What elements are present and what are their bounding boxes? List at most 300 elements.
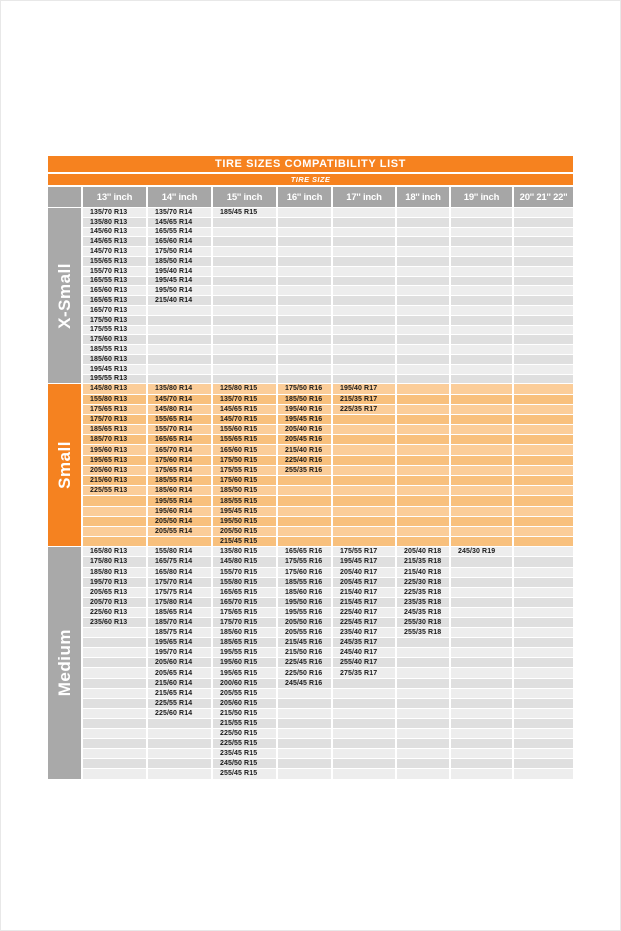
tire-size-cell (213, 326, 276, 335)
tire-size-cell: 185/60 R13 (83, 355, 146, 364)
tire-size-cell (148, 769, 211, 778)
tire-size-cell: 205/60 R14 (148, 658, 211, 667)
tire-size-cell (397, 466, 449, 475)
tire-size-cell (451, 395, 512, 404)
tire-size-cell: 205/45 R17 (333, 578, 395, 587)
tire-size-cell: 215/40 R18 (397, 568, 449, 577)
tire-size-cell (514, 257, 573, 266)
tire-size-cell (397, 456, 449, 465)
tire-size-cell: 175/60 R16 (278, 568, 331, 577)
tire-size-cell (213, 375, 276, 384)
tire-size-cell (514, 739, 573, 748)
tire-size-cell: 205/40 R16 (278, 425, 331, 434)
tire-size-cell (397, 415, 449, 424)
tire-size-cell: 195/40 R16 (278, 405, 331, 414)
tire-size-cell (451, 326, 512, 335)
tire-size-cell (451, 476, 512, 485)
tire-size-cell (514, 375, 573, 384)
tire-size-cell: 245/30 R19 (451, 547, 512, 556)
tire-size-cell (278, 335, 331, 344)
tire-size-cell (148, 326, 211, 335)
tire-size-cell (514, 527, 573, 536)
tire-size-cell: 145/65 R13 (83, 237, 146, 246)
tire-size-cell (397, 395, 449, 404)
tire-size-cell: 215/40 R14 (148, 296, 211, 305)
tire-size-cell (451, 648, 512, 657)
tire-size-cell: 185/65 R14 (148, 608, 211, 617)
tire-size-cell (451, 658, 512, 667)
tire-size-cell: 225/55 R15 (213, 739, 276, 748)
tire-size-cell (213, 257, 276, 266)
tire-size-cell: 195/60 R15 (213, 658, 276, 667)
tire-size-cell (397, 658, 449, 667)
tire-size-cell (514, 749, 573, 758)
tire-size-cell (451, 445, 512, 454)
tire-size-cell: 155/60 R15 (213, 425, 276, 434)
tire-size-cell: 175/55 R15 (213, 466, 276, 475)
tire-size-cell (451, 719, 512, 728)
tire-size-cell (333, 719, 395, 728)
tire-size-cell: 195/65 R14 (148, 638, 211, 647)
tire-size-cell (148, 759, 211, 768)
tire-size-cell (514, 326, 573, 335)
tire-size-cell (83, 648, 146, 657)
tire-size-cell (278, 365, 331, 374)
section-x-small (48, 208, 573, 383)
tire-size-cell: 185/50 R16 (278, 395, 331, 404)
tire-size-cell: 225/50 R16 (278, 668, 331, 677)
tire-size-cell (83, 527, 146, 536)
tire-size-cell: 155/70 R15 (213, 568, 276, 577)
tire-size-cell (397, 218, 449, 227)
tire-size-cell: 215/40 R16 (278, 445, 331, 454)
tire-size-cell: 165/60 R15 (213, 445, 276, 454)
tire-size-cell: 175/55 R17 (333, 547, 395, 556)
tire-size-cell (333, 267, 395, 276)
tire-size-cell (83, 628, 146, 637)
tire-size-cell (83, 668, 146, 677)
tire-size-cell: 255/40 R17 (333, 658, 395, 667)
tire-size-cell (397, 537, 449, 546)
tire-size-cell: 205/45 R16 (278, 435, 331, 444)
tire-size-cell (451, 456, 512, 465)
tire-size-cell (514, 277, 573, 286)
tire-size-cell (397, 296, 449, 305)
tire-size-cell (397, 679, 449, 688)
tire-size-cell: 165/65 R16 (278, 547, 331, 556)
tire-size-cell: 215/60 R13 (83, 476, 146, 485)
tire-size-cell (514, 405, 573, 414)
tire-size-cell (333, 218, 395, 227)
tire-size-cell: 215/65 R14 (148, 689, 211, 698)
tire-size-cell (333, 355, 395, 364)
tire-size-cell: 195/45 R13 (83, 365, 146, 374)
tire-size-cell (83, 679, 146, 688)
tire-size-cell (333, 507, 395, 516)
tire-size-cell (148, 375, 211, 384)
tire-size-cell: 195/55 R14 (148, 496, 211, 505)
corner-cell (48, 187, 81, 207)
tire-size-cell (333, 749, 395, 758)
tire-size-cell: 155/80 R13 (83, 395, 146, 404)
tire-size-cell (514, 486, 573, 495)
tire-size-cell: 245/45 R16 (278, 679, 331, 688)
tire-size-cell (333, 759, 395, 768)
tire-size-cell: 175/65 R15 (213, 608, 276, 617)
tire-size-cell (333, 375, 395, 384)
tire-size-cell (451, 257, 512, 266)
tire-size-cell: 155/65 R13 (83, 257, 146, 266)
tire-size-cell: 135/80 R14 (148, 384, 211, 393)
tire-size-cell: 195/65 R15 (213, 668, 276, 677)
tire-size-cell: 225/30 R18 (397, 578, 449, 587)
tire-size-cell: 145/80 R13 (83, 384, 146, 393)
tire-size-cell: 145/60 R13 (83, 228, 146, 237)
tire-size-cell: 205/65 R14 (148, 668, 211, 677)
tire-size-cell: 145/80 R14 (148, 405, 211, 414)
tire-size-cell (278, 739, 331, 748)
tire-size-cell (514, 296, 573, 305)
tire-size-cell (397, 316, 449, 325)
tire-compatibility-table (48, 156, 573, 779)
tire-size-cell (213, 277, 276, 286)
tire-size-cell: 225/55 R13 (83, 486, 146, 495)
tire-size-cell (397, 517, 449, 526)
tire-size-cell (451, 568, 512, 577)
tire-size-cell (333, 486, 395, 495)
tire-size-cell (278, 709, 331, 718)
tire-size-cell: 165/80 R13 (83, 547, 146, 556)
tire-size-cell (213, 335, 276, 344)
column-header-row (48, 187, 573, 207)
tire-size-cell (333, 445, 395, 454)
tire-size-cell: 185/50 R15 (213, 486, 276, 495)
tire-size-cell: 205/50 R14 (148, 517, 211, 526)
tire-size-cell (397, 486, 449, 495)
tire-size-cell (451, 335, 512, 344)
tire-size-cell (451, 306, 512, 315)
tire-size-cell: 165/65 R13 (83, 296, 146, 305)
tire-size-cell (514, 547, 573, 556)
tire-size-cell (514, 537, 573, 546)
tire-size-cell: 185/60 R15 (213, 628, 276, 637)
tire-size-cell (278, 257, 331, 266)
tire-size-cell: 205/50 R15 (213, 527, 276, 536)
tire-size-cell: 215/35 R18 (397, 557, 449, 566)
tire-size-cell: 245/40 R17 (333, 648, 395, 657)
tire-size-cell (333, 739, 395, 748)
tire-size-cell (451, 247, 512, 256)
tire-size-cell (514, 638, 573, 647)
tire-size-cell (514, 719, 573, 728)
tire-size-cell (514, 658, 573, 667)
tire-size-cell: 205/40 R17 (333, 568, 395, 577)
tire-size-cell (333, 466, 395, 475)
tire-size-cell (397, 257, 449, 266)
section-label: X-Small (48, 208, 81, 383)
tire-size-cell (397, 445, 449, 454)
tire-size-cell: 185/65 R15 (213, 638, 276, 647)
column-header: 14'' inch (148, 187, 211, 207)
tire-size-cell (83, 517, 146, 526)
tire-size-cell: 195/50 R14 (148, 286, 211, 295)
tire-size-cell (451, 345, 512, 354)
tire-size-cell: 165/55 R14 (148, 228, 211, 237)
tire-size-cell: 175/50 R16 (278, 384, 331, 393)
tire-size-cell: 255/45 R15 (213, 769, 276, 778)
tire-size-cell: 155/70 R14 (148, 425, 211, 434)
tire-size-cell: 175/65 R14 (148, 466, 211, 475)
tire-size-cell (514, 689, 573, 698)
tire-size-cell: 205/60 R15 (213, 699, 276, 708)
tire-size-cell (451, 557, 512, 566)
tire-size-cell (451, 699, 512, 708)
tire-size-cell (514, 335, 573, 344)
tire-size-cell (278, 759, 331, 768)
tire-size-cell (213, 345, 276, 354)
tire-size-cell (278, 375, 331, 384)
column-header: 13'' inch (83, 187, 146, 207)
tire-size-cell (213, 228, 276, 237)
section-small (48, 384, 573, 546)
tire-size-cell (514, 456, 573, 465)
tire-size-cell: 165/70 R14 (148, 445, 211, 454)
tire-size-cell: 225/55 R14 (148, 699, 211, 708)
tire-size-cell (514, 218, 573, 227)
tire-size-cell (397, 237, 449, 246)
tire-size-cell (514, 395, 573, 404)
tire-size-cell (213, 316, 276, 325)
tire-size-cell (397, 769, 449, 778)
tire-size-cell (514, 445, 573, 454)
tire-size-cell: 175/55 R16 (278, 557, 331, 566)
tire-size-cell (514, 618, 573, 627)
tire-size-cell (278, 247, 331, 256)
tire-size-cell (451, 628, 512, 637)
tire-size-cell (278, 316, 331, 325)
tire-size-cell (397, 405, 449, 414)
tire-size-cell (278, 507, 331, 516)
tire-size-cell (397, 507, 449, 516)
tire-size-cell: 195/40 R17 (333, 384, 395, 393)
tire-size-cell (514, 228, 573, 237)
tire-size-cell (514, 466, 573, 475)
tire-size-cell (451, 365, 512, 374)
tire-size-cell: 205/55 R16 (278, 628, 331, 637)
tire-size-cell: 195/50 R16 (278, 598, 331, 607)
tire-size-cell (278, 277, 331, 286)
tire-size-cell: 195/55 R15 (213, 648, 276, 657)
tire-size-cell (83, 719, 146, 728)
column-header: 19'' inch (451, 187, 512, 207)
tire-size-cell (278, 237, 331, 246)
tire-size-cell (83, 507, 146, 516)
tire-size-cell (333, 335, 395, 344)
tire-size-cell (333, 476, 395, 485)
tire-size-cell (397, 365, 449, 374)
tire-size-cell (333, 326, 395, 335)
tire-size-cell (148, 365, 211, 374)
tire-size-cell: 245/35 R17 (333, 638, 395, 647)
tire-size-cell (397, 527, 449, 536)
tire-size-cell: 195/70 R13 (83, 578, 146, 587)
tire-size-cell (451, 425, 512, 434)
tire-size-cell: 145/70 R13 (83, 247, 146, 256)
tire-size-cell (514, 316, 573, 325)
tire-size-cell (148, 537, 211, 546)
tire-size-cell (148, 355, 211, 364)
section-medium (48, 547, 573, 778)
tire-size-cell (397, 719, 449, 728)
tire-size-cell (451, 218, 512, 227)
tire-size-cell (451, 749, 512, 758)
tire-size-cell: 255/35 R16 (278, 466, 331, 475)
tire-size-cell (278, 306, 331, 315)
tire-size-cell (278, 699, 331, 708)
column-header: 16'' inch (278, 187, 331, 207)
tire-size-cell (333, 415, 395, 424)
tire-size-cell (451, 769, 512, 778)
tire-size-cell (213, 296, 276, 305)
tire-size-cell (333, 306, 395, 315)
tire-size-cell: 195/70 R14 (148, 648, 211, 657)
tire-size-cell (278, 749, 331, 758)
tire-size-cell (514, 345, 573, 354)
tire-size-cell (333, 257, 395, 266)
tire-size-cell: 195/45 R15 (213, 507, 276, 516)
tire-size-cell: 175/65 R13 (83, 405, 146, 414)
tire-size-cell: 135/70 R13 (83, 208, 146, 217)
tire-size-cell: 165/60 R13 (83, 286, 146, 295)
tire-size-cell: 205/65 R13 (83, 588, 146, 597)
tire-size-cell: 135/80 R15 (213, 547, 276, 556)
tire-size-cell (333, 286, 395, 295)
tire-size-cell (514, 588, 573, 597)
tire-size-cell: 195/50 R15 (213, 517, 276, 526)
tire-size-cell: 185/70 R14 (148, 618, 211, 627)
tire-size-cell (514, 598, 573, 607)
tire-size-cell: 225/40 R17 (333, 608, 395, 617)
tire-size-cell: 195/45 R16 (278, 415, 331, 424)
tire-size-cell: 215/60 R14 (148, 679, 211, 688)
tire-size-cell (397, 228, 449, 237)
tire-size-cell: 235/45 R15 (213, 749, 276, 758)
tire-size-cell (278, 218, 331, 227)
tire-size-cell (397, 759, 449, 768)
section-label: Medium (48, 547, 81, 778)
tire-size-cell: 155/80 R15 (213, 578, 276, 587)
tire-size-cell (451, 496, 512, 505)
tire-size-cell (451, 208, 512, 217)
tire-size-cell (451, 578, 512, 587)
tire-size-cell: 165/70 R13 (83, 306, 146, 315)
tire-size-cell (278, 208, 331, 217)
tire-size-cell (514, 679, 573, 688)
tire-size-cell (514, 306, 573, 315)
tire-size-cell (514, 709, 573, 718)
tire-size-cell (451, 466, 512, 475)
tire-size-cell (333, 237, 395, 246)
tire-size-cell: 255/35 R18 (397, 628, 449, 637)
tire-size-cell: 195/45 R14 (148, 277, 211, 286)
tire-size-cell: 175/60 R15 (213, 476, 276, 485)
tire-size-cell (333, 729, 395, 738)
tire-size-cell (514, 608, 573, 617)
tire-size-cell: 185/45 R15 (213, 208, 276, 217)
tire-size-cell (514, 557, 573, 566)
tire-size-cell (514, 507, 573, 516)
tire-size-cell (514, 628, 573, 637)
tire-size-cell: 195/60 R14 (148, 507, 211, 516)
tire-size-cell (278, 537, 331, 546)
tire-size-cell: 225/45 R16 (278, 658, 331, 667)
tire-size-cell (451, 405, 512, 414)
tire-size-cell (451, 286, 512, 295)
tire-size-cell (514, 415, 573, 424)
tire-size-cell (514, 435, 573, 444)
tire-size-cell (514, 568, 573, 577)
column-header: 20'' 21'' 22'' (514, 187, 573, 207)
tire-size-cell (397, 208, 449, 217)
tire-size-cell: 165/55 R13 (83, 277, 146, 286)
tire-size-cell (397, 345, 449, 354)
tire-size-cell: 215/45 R17 (333, 598, 395, 607)
tire-size-cell (397, 286, 449, 295)
tire-size-cell (397, 425, 449, 434)
tire-size-cell: 165/80 R14 (148, 568, 211, 577)
tire-size-cell: 185/55 R15 (213, 496, 276, 505)
tire-size-cell (514, 365, 573, 374)
tire-size-cell (514, 699, 573, 708)
tire-size-cell (83, 537, 146, 546)
tire-size-cell: 205/50 R16 (278, 618, 331, 627)
table-body (48, 208, 573, 779)
tire-size-cell (333, 435, 395, 444)
tire-size-cell (397, 739, 449, 748)
tire-size-cell (148, 345, 211, 354)
tire-size-cell (148, 739, 211, 748)
tire-size-cell: 195/65 R13 (83, 456, 146, 465)
tire-size-cell (451, 729, 512, 738)
tire-size-cell (397, 326, 449, 335)
tire-size-cell (397, 267, 449, 276)
tire-size-cell: 165/60 R14 (148, 237, 211, 246)
tire-size-cell (83, 749, 146, 758)
tire-size-cell: 175/75 R14 (148, 588, 211, 597)
tire-size-cell (451, 228, 512, 237)
tire-size-cell (278, 345, 331, 354)
tire-size-cell (333, 365, 395, 374)
tire-size-cell (83, 699, 146, 708)
tire-size-cell (83, 689, 146, 698)
tire-size-cell (514, 517, 573, 526)
tire-size-cell (83, 496, 146, 505)
tire-size-cell (397, 375, 449, 384)
tire-size-cell (333, 769, 395, 778)
tire-size-cell (278, 286, 331, 295)
tire-size-cell: 145/65 R15 (213, 405, 276, 414)
tire-size-cell (278, 496, 331, 505)
tire-size-cell (514, 578, 573, 587)
tire-size-cell (213, 247, 276, 256)
tire-size-cell: 275/35 R17 (333, 668, 395, 677)
page-title: TIRE SIZES COMPATIBILITY LIST (48, 156, 573, 172)
tire-size-cell (333, 527, 395, 536)
tire-size-cell: 175/50 R13 (83, 316, 146, 325)
tire-size-cell: 225/35 R17 (333, 405, 395, 414)
tire-size-cell: 185/55 R13 (83, 345, 146, 354)
tire-size-cell (278, 267, 331, 276)
